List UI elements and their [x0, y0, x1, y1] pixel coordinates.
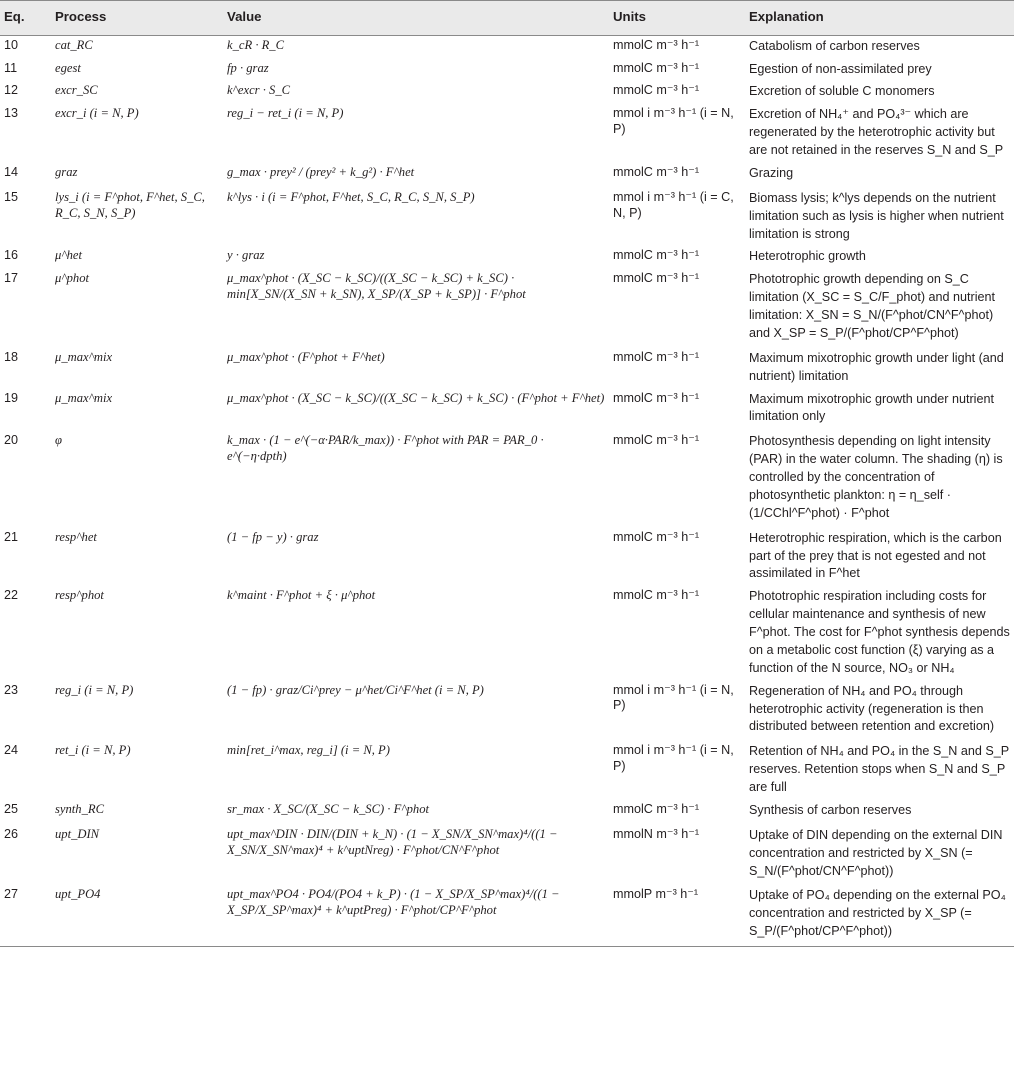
table-row — [0, 885, 1014, 946]
eq-cell: 13 — [4, 106, 19, 121]
units-cell: mmolC m⁻³ h⁻¹ — [613, 248, 700, 263]
eq-cell: 19 — [4, 390, 19, 405]
units-cell: mmolC m⁻³ h⁻¹ — [613, 390, 700, 405]
table-row — [0, 348, 1014, 389]
eq-cell: 12 — [4, 83, 19, 98]
eq-cell: 11 — [4, 60, 18, 75]
process-cell: lys_i (i = F^phot, F^het, S_C, R_C, S_N, S_P) — [55, 189, 205, 220]
explanation-cell: Maximum mixotrophic growth under nutrient limitation only — [749, 391, 994, 424]
table-row — [0, 81, 1014, 104]
units-cell: mmolC m⁻³ h⁻¹ — [613, 37, 700, 52]
value-cell: k_cR · R_C — [227, 37, 285, 52]
process-cell: graz — [55, 164, 78, 179]
table-row — [0, 246, 1014, 269]
value-cell: g_max · prey² / (prey² + k_g²) · F^het — [227, 164, 415, 179]
table-row — [0, 681, 1014, 742]
process-cell: resp^het — [55, 529, 97, 544]
units-cell: mmolC m⁻³ h⁻¹ — [613, 529, 700, 544]
process-cell: egest — [55, 60, 81, 75]
explanation-cell: Heterotrophic growth — [749, 249, 866, 264]
value-cell: k^lys · i (i = F^phot, F^het, S_C, R_C, S_N, S_P) — [227, 189, 475, 204]
eq-cell: 18 — [4, 349, 19, 364]
value-cell: (1 − fp − y) · graz — [227, 529, 319, 544]
process-cell: resp^phot — [55, 588, 104, 603]
eq-cell: 24 — [4, 743, 19, 758]
header-explanation: Explanation — [745, 1, 1014, 36]
value-cell: y · graz — [227, 248, 265, 263]
value-cell: reg_i − ret_i (i = N, P) — [227, 106, 344, 121]
value-cell: μ_max^phot · (X_SC − k_SC)/((X_SC − k_SC) + k_SC) · min[X_SN/(X_SN + k_SN), X_SP/(X_SP + k_SP)] · F^phot — [227, 271, 526, 302]
eq-cell: 22 — [4, 588, 19, 603]
units-cell: mmolC m⁻³ h⁻¹ — [613, 271, 700, 286]
explanation-cell: Uptake of DIN depending on the external DIN concentration and restricted by X_SN (= S_N/(F^phot/CN^F^phot)) — [749, 827, 1003, 878]
table-row — [0, 188, 1014, 247]
header-units: Units — [609, 1, 745, 36]
header-process: Process — [51, 1, 223, 36]
table-row — [0, 741, 1014, 800]
units-cell: mmol i m⁻³ h⁻¹ (i = N, P) — [613, 743, 734, 774]
explanation-cell: Photosynthesis depending on light intensity (PAR) in the water column. The shading (η) is controlled by the concentration of photosynthetic plankton: η = η_self · (1/CChl^F^phot) · F^phot — [749, 434, 1003, 520]
explanation-cell: Excretion of soluble C monomers — [749, 84, 935, 99]
units-cell: mmolC m⁻³ h⁻¹ — [613, 83, 700, 98]
explanation-cell: Phototrophic growth depending on S_C limitation (X_SC = S_C/F_phot) and nutrient limitation: X_SN = S_N/(F^phot/CN^F^phot) and X_SP = S_P/(F^phot/CP^F^phot) — [749, 272, 996, 340]
value-cell: k_max · (1 − e^(−α·PAR/k_max)) · F^phot with PAR = PAR_0 · e^(−η·dpth) — [227, 433, 544, 464]
explanation-cell: Heterotrophic respiration, which is the carbon part of the prey that is not egested and not assimilated in F^het — [749, 530, 1002, 581]
process-cell: ret_i (i = N, P) — [55, 743, 131, 758]
units-cell: mmol i m⁻³ h⁻¹ (i = C, N, P) — [613, 189, 734, 220]
process-cell: cat_RC — [55, 37, 93, 52]
value-cell: fp · graz — [227, 60, 269, 75]
eq-cell: 17 — [4, 271, 19, 286]
table-row — [0, 800, 1014, 825]
table-row — [0, 431, 1014, 527]
header-value: Value — [223, 1, 609, 36]
process-cell: φ — [55, 433, 62, 448]
table-row — [0, 825, 1014, 886]
value-cell: (1 − fp) · graz/Ci^prey − μ^het/Ci^F^het (i = N, P) — [227, 682, 484, 697]
eq-cell: 23 — [4, 682, 19, 697]
explanation-cell: Biomass lysis; k^lys depends on the nutrient limitation such as lysis is higher when nutrient limitation is strong — [749, 190, 1004, 241]
process-cell: μ_max^mix — [55, 349, 113, 364]
explanation-cell: Phototrophic respiration including costs for cellular maintenance and synthesis of new F^phot. The cost for F^phot synthesis depends on a metabolic cost function (ξ) varying as a function of the N source, NO₃ or NH₄ — [749, 589, 1010, 675]
table-row — [0, 104, 1014, 163]
units-cell: mmolC m⁻³ h⁻¹ — [613, 801, 700, 816]
eq-cell: 25 — [4, 801, 19, 816]
process-cell: synth_RC — [55, 801, 104, 816]
units-cell: mmolC m⁻³ h⁻¹ — [613, 433, 700, 448]
process-cell: μ_max^mix — [55, 390, 113, 405]
eq-cell: 20 — [4, 433, 19, 448]
table-row — [0, 163, 1014, 188]
eq-cell: 21 — [4, 529, 19, 544]
value-cell: min[ret_i^max, reg_i] (i = N, P) — [227, 743, 390, 758]
units-cell: mmol i m⁻³ h⁻¹ (i = N, P) — [613, 106, 734, 137]
explanation-cell: Uptake of PO₄ depending on the external PO₄ concentration and restricted by X_SP (= S_P/(F^phot/CP^F^phot)) — [745, 885, 1014, 946]
table-header-row — [0, 1, 1014, 36]
explanation-cell: Grazing — [749, 165, 794, 180]
value-cell: sr_max · X_SC/(X_SC − k_SC) · F^phot — [227, 801, 430, 816]
table-row — [0, 389, 1014, 432]
explanation-cell: Maximum mixotrophic growth under light (and nutrient) limitation — [749, 350, 1004, 383]
units-cell: mmolP m⁻³ h⁻¹ — [609, 885, 745, 946]
units-cell: mmolC m⁻³ h⁻¹ — [613, 60, 700, 75]
explanation-cell: Retention of NH₄ and PO₄ in the S_N and S_P reserves. Retention stops when S_N and S_P are full — [749, 744, 1009, 794]
process-cell: μ^het — [55, 248, 83, 263]
value-cell: μ_max^phot · (F^phot + F^het) — [227, 349, 385, 364]
value-cell: upt_max^DIN · DIN/(DIN + k_N) · (1 − X_SN/X_SN^max)⁴/((1 − X_SN/X_SN^max)⁴ + k^uptNreg) · F^phot/CN^F^phot — [227, 826, 558, 857]
explanation-cell: Synthesis of carbon reserves — [749, 802, 912, 817]
explanation-cell: Excretion of NH₄⁺ and PO₄³⁻ which are regenerated by the heterotrophic activity but are not retained in the reserves S_N and S_P — [749, 107, 1004, 157]
eq-cell: 14 — [4, 164, 19, 179]
eq-cell: 26 — [4, 826, 19, 841]
units-cell: mmolN m⁻³ h⁻¹ — [613, 826, 700, 841]
value-cell: μ_max^phot · (X_SC − k_SC)/((X_SC − k_SC) + k_SC) · (F^phot + F^het) — [227, 390, 605, 405]
table-row — [0, 586, 1014, 680]
table-row — [0, 59, 1014, 82]
process-cell: reg_i (i = N, P) — [55, 682, 134, 697]
units-cell: mmolC m⁻³ h⁻¹ — [613, 164, 700, 179]
table-row — [0, 269, 1014, 348]
process-cell: upt_DIN — [55, 826, 100, 841]
eq-cell: 10 — [4, 37, 19, 52]
process-cell: excr_SC — [55, 83, 98, 98]
explanation-cell: Catabolism of carbon reserves — [749, 38, 920, 53]
value-cell: k^excr · S_C — [227, 83, 291, 98]
value-cell: k^maint · F^phot + ξ · μ^phot — [227, 588, 376, 603]
eq-cell: 16 — [4, 248, 19, 263]
process-cell: upt_PO4 — [51, 885, 223, 946]
header-eq: Eq. — [0, 1, 51, 36]
explanation-cell: Egestion of non-assimilated prey — [749, 61, 932, 76]
eq-cell: 27 — [0, 885, 51, 946]
value-cell: upt_max^PO4 · PO4/(PO4 + k_P) · (1 − X_SP/X_SP^max)⁴/((1 − X_SP/X_SP^max)⁴ + k^uptPreg) · F^phot/CP^F^phot — [223, 885, 609, 946]
units-cell: mmolC m⁻³ h⁻¹ — [613, 349, 700, 364]
table-row — [0, 528, 1014, 587]
table-row — [0, 35, 1014, 58]
units-cell: mmol i m⁻³ h⁻¹ (i = N, P) — [613, 682, 734, 713]
units-cell: mmolC m⁻³ h⁻¹ — [613, 588, 700, 603]
explanation-cell: Regeneration of NH₄ and PO₄ through heterotrophic activity (regeneration is then distributed between retention and excretion) — [749, 683, 995, 734]
process-cell: μ^phot — [55, 271, 90, 286]
eq-cell: 15 — [4, 189, 19, 204]
process-cell: excr_i (i = N, P) — [55, 106, 139, 121]
